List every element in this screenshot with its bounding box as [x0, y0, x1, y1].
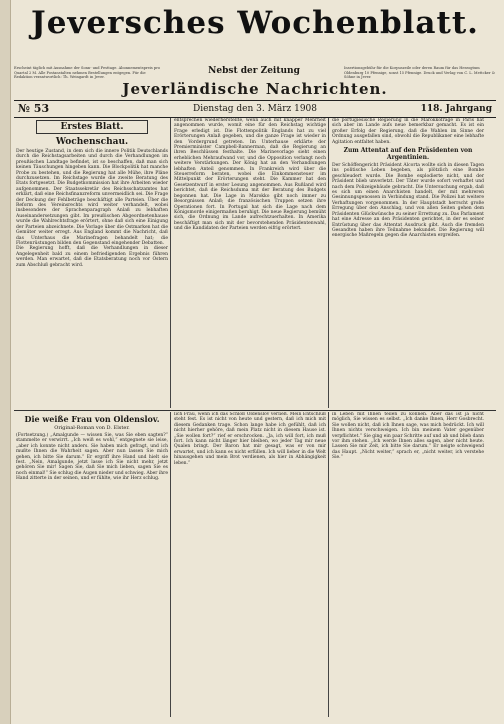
column-1: [16, 118, 168, 408]
article-text: Die Regierung hofft, daß die Verhandlungen in dieser Angelegenheit bald zu einem befriedigenden Ergebnis führen werden. Man erwartet, daß die Etatsberatung noch vor Ostern zum Abschluß gebracht wird.: [16, 246, 168, 268]
issue-bar: [14, 100, 496, 118]
advertising-notice: Insertionsgebühr für die Korpuszeile oder deren Raum für das Herzogtum Oldenburg 10 Pfennige, sonst 15 Pfennige. Druck und Verlag von C. L. Mettcker & Söhne in Jever.: [344, 66, 495, 80]
subscription-notice: Erscheint täglich mit Ausnahme der Sonn- und Festtage. Abonnementspreis pro Quartal 2 M. Alle Postanstalten nehmen Bestellungen entgegen. Für die Redaktion verantwortlich: Th. Weingardt in Jever.: [14, 66, 161, 80]
masthead-title: Jeversches Wochenblatt.: [31, 5, 479, 41]
issue-date: Dienstag den 3. März 1908: [192, 104, 318, 114]
column-divider: [170, 412, 171, 717]
column-divider: [328, 118, 329, 408]
novel-column-2: [174, 412, 326, 717]
section-banner: Erstes Blatt.: [36, 120, 148, 134]
novel-text: lich Frau, wenn ich das Schloß Oldenslov verließ. Mein Entschluß steht fest. Es ist nicht von heute und gestern, daß ich mich mit diesem Gedanken trage. Schon lange habe ich gefühlt, daß ich nicht hierher gehöre, daß mein Platz nicht in diesem Hause ist. „Sie wollen fort?“ rief er erschrocken. „Ja, ich will fort, ich muß fort. Ich kann nicht länger hier bleiben, wo jeder Tag mir neue Qualen bringt. Der Baron hat mir gesagt, was er von mir erwartet, und ich kann es nicht erfüllen. Ich will lieber in die Welt hinausgehen und mein Brot verdienen, als hier in Abhängigkeit leben.“: [174, 412, 326, 466]
adjacent-page-edge: [0, 0, 11, 724]
column-3: [332, 118, 484, 408]
article-text: Der heutige Zustand, in dem sich die innere Politik Deutschlands durch die Reichstagsarbeiten und durch die Verhandlungen im preußischen Landtage befindet, ist so beschaffen, daß man sich keinen Täuschungen hingeben kann. Die Blockpolitik hat manche Probe zu bestehen, und die Regierung hat alle Mühe, ihre Pläne durchzusetzen. Im Reichstage wurde die zweite Beratung des Etats fortgesetzt. Die Budgetkommission hat ihre Arbeiten wieder aufgenommen. Der Staatssekretär des Reichsschatzamtes hat erklärt, daß eine Reichsfinanzreform unvermeidlich sei. Die Frage der Deckung der Fehlbeträge beschäftigt alle Parteien. Über die Reform des Vereinsrechts wird weiter verhandelt, wobei insbesondere der Sprachenparagraph Anlaß zu lebhaften Auseinandersetzungen gibt. Im preußischen Abgeordnetenhause wurde die Wahlrechtsfrage erörtert, ohne daß sich eine Einigung der Parteien abzeichnete. Die Vorlage über die Ostmarken hat die Gemüter weiter erregt. Aus England kommt die Nachricht, daß das Unterhaus die Marinefragen behandelt hat; die Flottenrüstungen bilden den Gegenstand eingehender Debatten.: [16, 149, 168, 246]
novel-subtitle: Original-Roman von D. Elster.: [54, 425, 130, 431]
issue-number: № 53: [18, 102, 50, 115]
supplement-label: Nebst der Zeitung: [208, 66, 300, 76]
article-text: die portugiesische Regierung in die Marokkofrage in Paris hat sich aber im Lande aufs neue bemerkbar gemacht. Es ist ein großer Erfolg der Regierung, daß die Wahlen im Sinne der Ordnung ausgefallen sind, obwohl die Republikaner eine lebhafte Agitation entfaltet haben.: [332, 118, 484, 145]
newspaper-subtitle: Jeverländische Nachrichten.: [122, 80, 388, 98]
issue-year: 118. Jahrgang: [420, 104, 492, 114]
column-divider: [328, 412, 329, 717]
article-heading: Wochenschau.: [55, 137, 129, 147]
novel-column-3: [332, 412, 484, 717]
novel-title: Die weiße Frau von Oldenslov.: [24, 414, 160, 424]
novel-text: in Leben mit Ihnen teilen zu können. Aber das ist ja nicht möglich, Sie wissen es selbst. „Ich danke Ihnen, Herr Gosbrecht. Sie wollen nicht, daß ich Ihnen sage, was mich bedrückt. Ich will Ihnen nichts verschweigen. Ich bin meinem Vater gegenüber verpflichtet.“ Sie ging ein paar Schritte auf und ab und blieb dann vor ihm stehen. „Ich werde Ihnen alles sagen, aber nicht heute. Lassen Sie mir Zeit, ich bitte Sie darum.“ Er neigte schweigend das Haupt. „Nicht weiter,“ sprach er, „nicht weiter, ich verstehe Sie.“: [332, 412, 484, 461]
article-text: Der Schöffengericht Präsident Alcorta wollte sich in diesen Tagen ins politische Leben begeben, als plötzlich eine Bombe geschleudert wurde. Die Bombe explodierte nicht, und der Präsident blieb unverletzt. Der Täter wurde sofort verhaftet und nach dem Polizeigebäude gebracht. Die Untersuchung ergab, daß es sich um einen Anarchisten handelt, der mit mehreren Gesinnungsgenossen in Verbindung stand. Die Polizei hat weitere Verhaftungen vorgenommen. In der Hauptstadt herrscht große Erregung über den Anschlag, und von allen Seiten gehen dem Präsidenten Glückwünsche zu seiner Errettung zu. Das Parlament hat eine Adresse an den Präsidenten gerichtet, in der es seiner Entrüstung über das Attentat Ausdruck gibt. Auch die fremden Gesandten haben ihre Teilnahme bekundet. Die Regierung will energische Maßregeln gegen die Anarchisten ergreifen.: [332, 163, 484, 239]
article-text: entsprechen wiederherstellte, wenn auch mit knapper Mehrheit angenommen wurde, womit eine für den Reichstag wichtige Frage erledigt ist. Die Flottenpolitik Englands hat zu viel Erörterungen Anlaß gegeben, und die ganze Frage ist wieder in den Vordergrund getreten. Im Unterhause erklärte der Premierminister Campbell-Bannerman, daß die Regierung an ihren Beschlüssen festhalte. Die Marinevorlage sieht einen erheblichen Mehraufwand vor, und die Opposition verlangt noch weitere Verstärkungen. Der König hat an den Verhandlungen lebhaften Anteil genommen. In Frankreich wird über die Steuerreform beraten, wobei die Einkommensteuer im Mittelpunkt der Erörterungen steht. Die Kammer hat den Gesetzentwurf in erster Lesung angenommen. Aus Rußland wird berichtet, daß die Reichsduma mit der Beratung des Budgets begonnen hat. Die Lage in Marokko gibt noch immer zu Besorgnissen Anlaß; die französischen Truppen setzen ihre Operationen fort. In Portugal hat sich die Lage nach dem Königsmorde einigermaßen beruhigt. Die neue Regierung bemüht sich, die Ordnung im Lande aufrechtzuerhalten. In Amerika beschäftigt man sich mit der bevorstehenden Präsidentenwahl, und die Kandidaten der Parteien werden eifrig erörtert.: [174, 118, 326, 232]
column-2: [174, 118, 326, 408]
feuilleton-divider: [14, 410, 496, 411]
article-heading: Zum Attentat auf den Präsidenten von Argentinien.: [343, 147, 473, 162]
novel-column-1: [16, 412, 168, 717]
column-divider: [170, 118, 171, 408]
novel-text: (Fortsetzung.) „Amalgunde — wissen Sie, was Sie eben sagten?“ stammelte er verwirrt. „Ich weiß es wohl,“ entgegnete sie leise, „aber ich konnte nicht anders. Sie haben mich gefragt, und ich mußte Ihnen die Wahrheit sagen. Aber nun lassen Sie mich gehen, ich bitte Sie darum.“ Er ergriff ihre Hand und hielt sie fest. „Nein, Amalgunde, jetzt lasse ich Sie nicht mehr, jetzt gehören Sie mir! Sagen Sie, daß Sie mich lieben, sagen Sie es noch einmal!“ Sie schlug die Augen nieder und schwieg. Aber ihre Hand zitterte in der seinen, und er fühlte, wie ihr Herz schlug.: [16, 433, 168, 482]
